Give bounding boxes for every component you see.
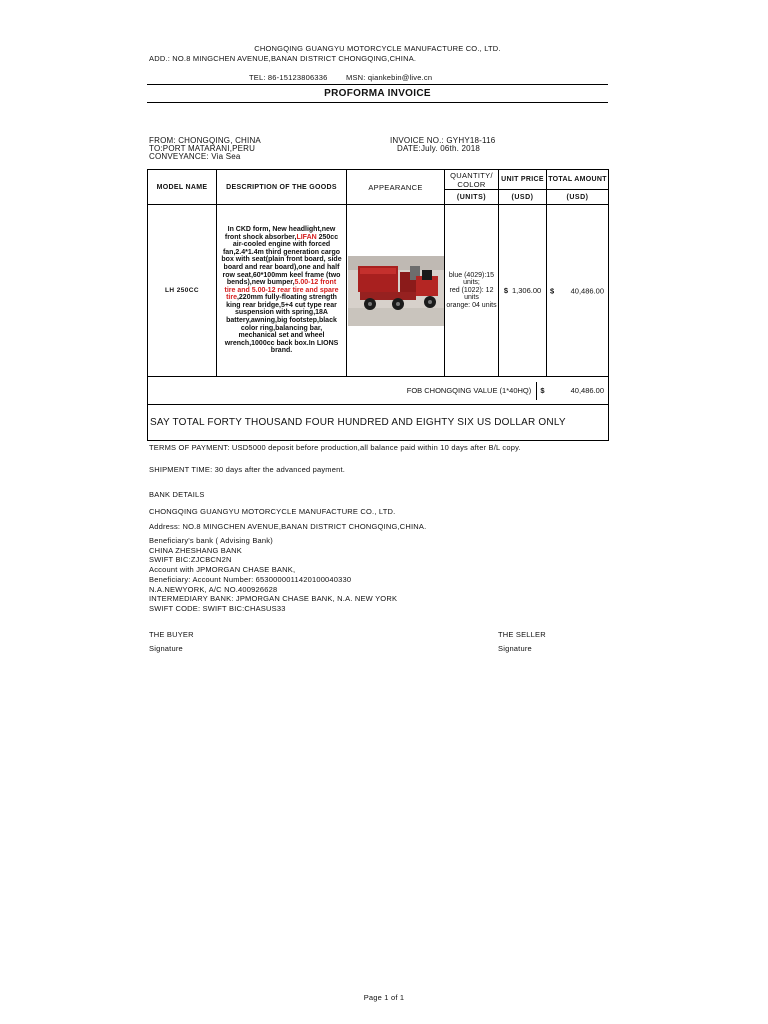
company-msn: MSN: qiankebin@live.cn: [346, 73, 433, 82]
table-row: [148, 205, 609, 377]
unit-price-cell: [499, 205, 547, 377]
terms-of-payment: TERMS OF PAYMENT: USD5000 deposit before production,all balance paid within 10 days after B/L copy.: [149, 443, 521, 452]
buyer-signature: Signature: [149, 644, 183, 653]
appearance-cell: [347, 205, 445, 377]
bank-line: SWIFT BIC:ZJCBCN2N: [149, 555, 232, 565]
unit-price-currency: (USD): [499, 190, 547, 205]
header-total: TOTAL AMOUNT: [547, 170, 609, 190]
bank-line: N.A.NEWYORK, A/C NO.400926628: [149, 584, 278, 594]
goods-description: In CKD form, New headlight,new front shock absorber,LIFAN 250cc air-cooled engine with forced fan,2.4*1.4m third generation cargo box with seat(plain front board, side board and rear board),one and half row seat,60*100mm keel frame (two bends),new bumper,5.00-12 front tire and 5.00-12 rear tire and spare tire,220mm fully-floating strength king rear bridge,5+4 cut type rear suspension with spring,18A battery,awning,big footstep,black color ring,balancing bar, mechanical set and wheel wrench,1000cc back box.In LIONS brand.: [217, 205, 347, 377]
bank-line: Beneficiary's bank ( Advising Bank): [149, 536, 273, 545]
vehicle-photo: [348, 256, 444, 326]
unit-price-currency-sign: $: [503, 286, 508, 295]
header-appearance: APPEARANCE: [347, 170, 445, 205]
shipment-time: SHIPMENT TIME: 30 days after the advanced payment.: [149, 465, 346, 474]
company-tel: TEL: 86-15123806336: [249, 73, 328, 82]
title-divider: [147, 102, 608, 103]
unit-quantity: (UNITS): [445, 190, 499, 205]
to-field: TO:PORT MATARANI,PERU: [149, 144, 256, 153]
fob-total: 40,486.00: [547, 377, 609, 405]
bank-line: Account with JPMORGAN CHASE BANK,: [149, 565, 296, 575]
header-model: MODEL NAME: [148, 170, 217, 205]
say-total: SAY TOTAL FORTY THOUSAND FOUR HUNDRED AND EIGHTY SIX US DOLLAR ONLY: [150, 417, 566, 428]
total-value: 40,486.00: [570, 286, 604, 295]
fob-label: FOB CHONGQING VALUE (1*40HQ): [406, 385, 532, 395]
conveyance-field: CONVEYANCE: Via Sea: [149, 152, 241, 161]
company-name: CHONGQING GUANGYU MOTORCYCLE MANUFACTURE CO., LTD.: [254, 44, 501, 53]
unit-price-value: 1,306.00: [511, 286, 542, 295]
buyer-label: THE BUYER: [149, 630, 194, 639]
model-name: LH 250CC: [148, 205, 217, 377]
bank-heading: BANK DETAILS: [149, 490, 205, 499]
total-cell: [547, 205, 609, 377]
bank-line: Beneficiary: Account Number: 6530000011420100040330: [149, 574, 352, 584]
fob-currency: $: [540, 385, 545, 395]
page-number: Page 1 of 1: [363, 993, 405, 1002]
bank-line: INTERMEDIARY BANK: JPMORGAN CHASE BANK, N.A. NEW YORK: [149, 594, 398, 604]
bank-address: Address: NO.8 MINGCHEN AVENUE,BANAN DISTRICT CHONGQING,CHINA.: [149, 522, 427, 531]
company-address: ADD.: NO.8 MINGCHEN AVENUE,BANAN DISTRICT CHONGQING,CHINA.: [149, 54, 417, 63]
invoice-date: DATE:July. 06th. 2018: [397, 144, 481, 153]
bank-lines: [149, 536, 397, 614]
total-currency-sign: $: [550, 286, 555, 295]
fob-label-cell: [148, 377, 547, 405]
header-description: DESCRIPTION OF THE GOODS: [217, 170, 347, 205]
goods-table: [147, 169, 609, 441]
from-field: FROM: CHONGQING, CHINA: [149, 136, 261, 145]
unit-total-currency: (USD): [547, 190, 609, 205]
say-total-cell: [148, 405, 609, 441]
header-divider: [147, 84, 608, 85]
header-quantity: QUANTITY/ COLOR: [445, 170, 499, 190]
page-title: PROFORMA INVOICE: [324, 88, 431, 99]
bank-line: SWIFT CODE: SWIFT BIC:CHASUS33: [149, 603, 286, 613]
bank-company: CHONGQING GUANGYU MOTORCYCLE MANUFACTURE CO., LTD.: [149, 507, 396, 516]
header-unit-price: UNIT PRICE: [499, 170, 547, 190]
bank-line: CHINA ZHESHANG BANK: [149, 545, 242, 555]
quantity-color: blue (4029):15 units; red (1022): 12 units orange: 04 units: [445, 205, 499, 377]
seller-label: THE SELLER: [498, 630, 546, 639]
seller-signature: Signature: [498, 644, 532, 653]
invoice-number: INVOICE NO.: GYHY18-116: [390, 136, 496, 145]
